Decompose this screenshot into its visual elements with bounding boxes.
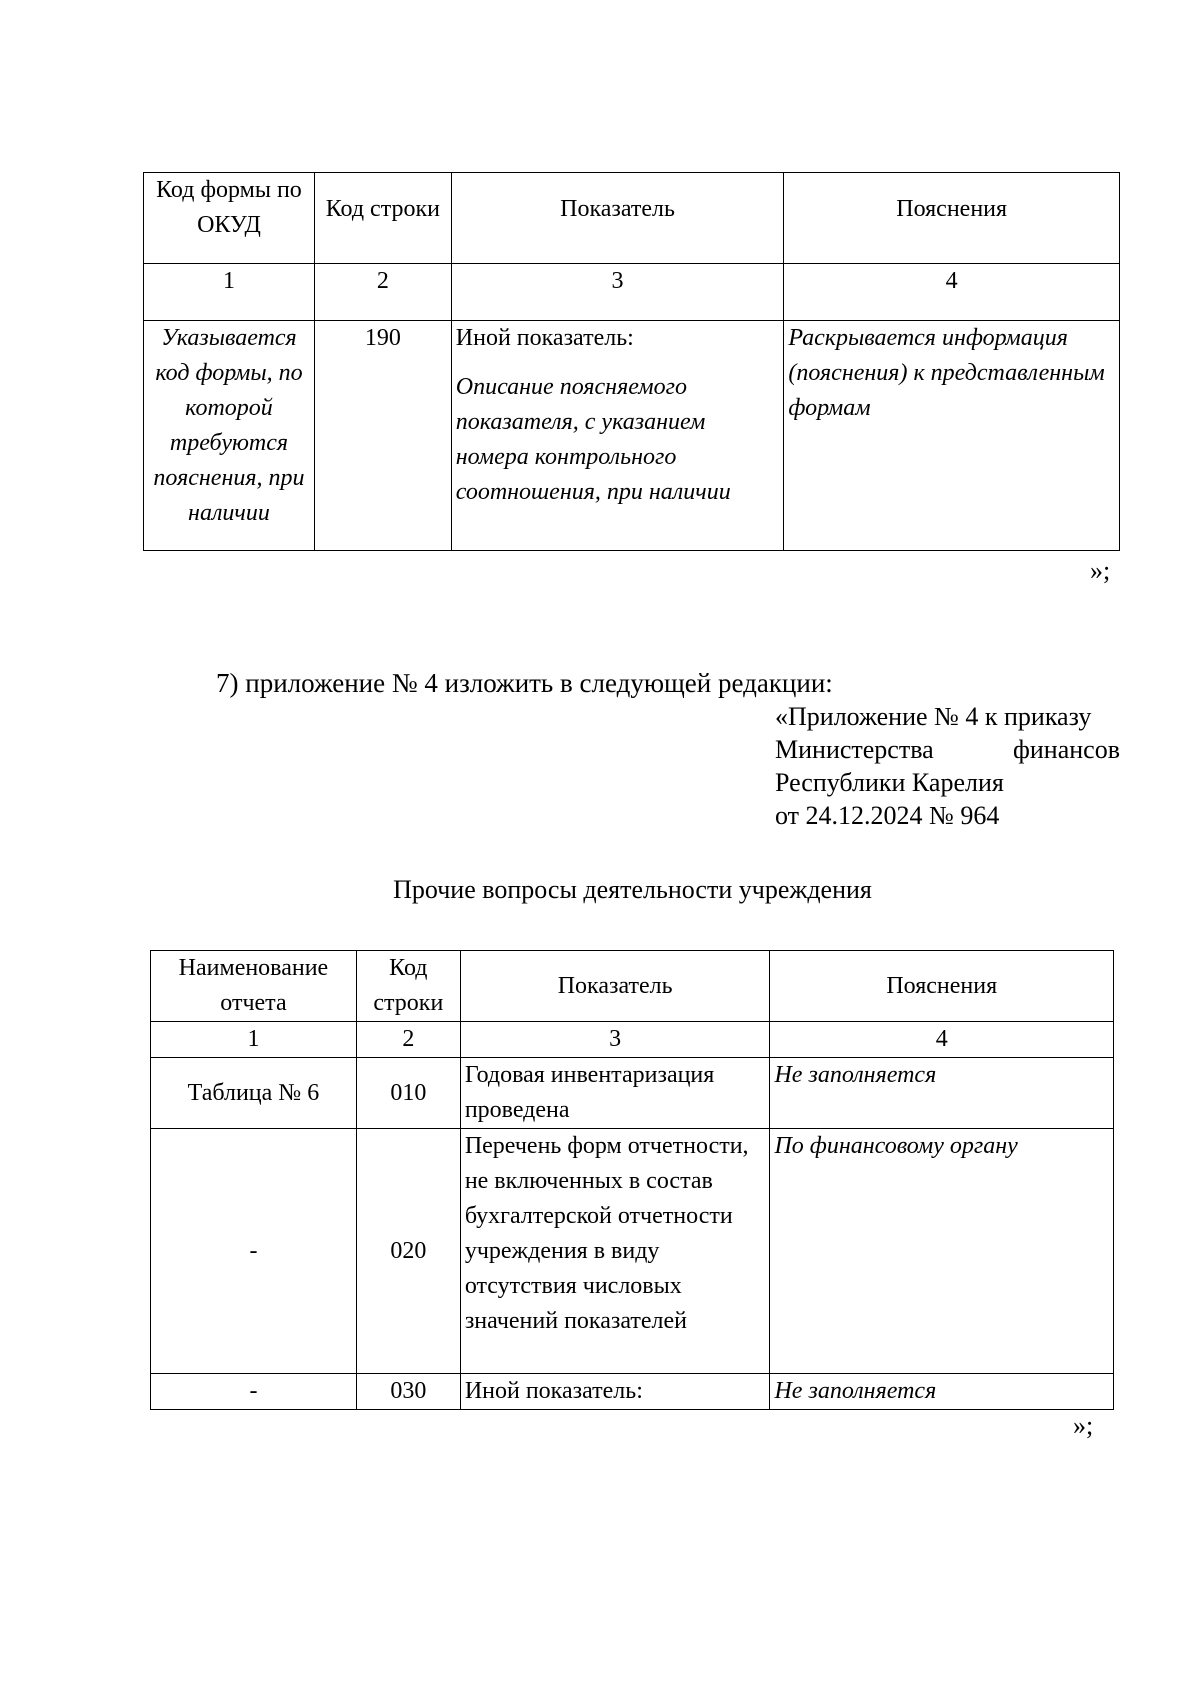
notes-cell: По финансовому органу [770,1129,1114,1374]
closing-quote: »; [1073,1411,1094,1440]
indicator-title: Иной показатель: [455,325,634,351]
notes-cell: Не заполняется [770,1374,1114,1410]
appendix-header [775,700,1120,832]
column-number: 3 [451,264,784,321]
form-code-cell: Указывается код формы, по которой требуются пояснения, при наличии [144,321,315,551]
appendix-word: финансов [1013,735,1120,764]
column-number: 2 [356,1022,460,1058]
line-code-cell: 030 [356,1374,460,1410]
column-number: 1 [144,264,315,321]
table-row [151,1129,1114,1374]
column-number: 3 [460,1022,770,1058]
amendment-item: 7) приложение № 4 изложить в следующей редакции: [216,668,833,698]
notes-cell: Не заполняется [770,1058,1114,1129]
appendix-line: Республики Карелия [775,768,1004,797]
header-form-code: Код формы по ОКУД [144,173,315,264]
appendix-line: от 24.12.2024 № 964 [775,801,1000,830]
line-code-cell: 190 [314,321,451,551]
column-number: 2 [314,264,451,321]
report-cell: Таблица № 6 [151,1058,357,1129]
table-number-row [144,264,1120,321]
report-cell: - [151,1374,357,1410]
indicator-description: Описание поясняемого показателя, с указанием номера контрольного соотношения, при наличии [455,374,731,505]
table-row [151,1058,1114,1129]
header-notes: Пояснения [770,951,1114,1022]
header-indicator: Показатель [460,951,770,1022]
indicator-cell: Годовая инвентаризация проведена [460,1058,770,1129]
indicator-cell: Перечень форм отчетности, не включенных в состав бухгалтерской отчетности учреждения в виду отсутствия числовых значений показателей [460,1129,770,1374]
indicator-cell: Иной показатель: [460,1374,770,1410]
line-code-cell: 010 [356,1058,460,1129]
column-number: 1 [151,1022,357,1058]
report-cell: - [151,1129,357,1374]
table-row [151,1374,1114,1410]
other-questions-table [150,950,1114,1410]
indicator-cell [451,321,784,551]
appendix-word: Министерства [775,735,934,764]
appendix-line [775,733,1120,766]
explanations-table [143,172,1120,551]
header-notes: Пояснения [784,173,1120,264]
column-number: 4 [784,264,1120,321]
header-indicator: Показатель [451,173,784,264]
table-row [144,321,1120,551]
table-header-row [151,951,1114,1022]
notes-cell: Раскрывается информация (пояснения) к представленным формам [784,321,1120,551]
closing-quote: »; [1090,556,1111,585]
appendix-line: «Приложение № 4 к приказу [775,702,1092,731]
header-line-code: Код строки [314,173,451,264]
table-number-row [151,1022,1114,1058]
table-header-row [144,173,1120,264]
line-code-cell: 020 [356,1129,460,1374]
header-line-code: Код строки [356,951,460,1022]
section-title: Прочие вопросы деятельности учреждения [393,875,872,904]
header-report-name: Наименование отчета [151,951,357,1022]
column-number: 4 [770,1022,1114,1058]
